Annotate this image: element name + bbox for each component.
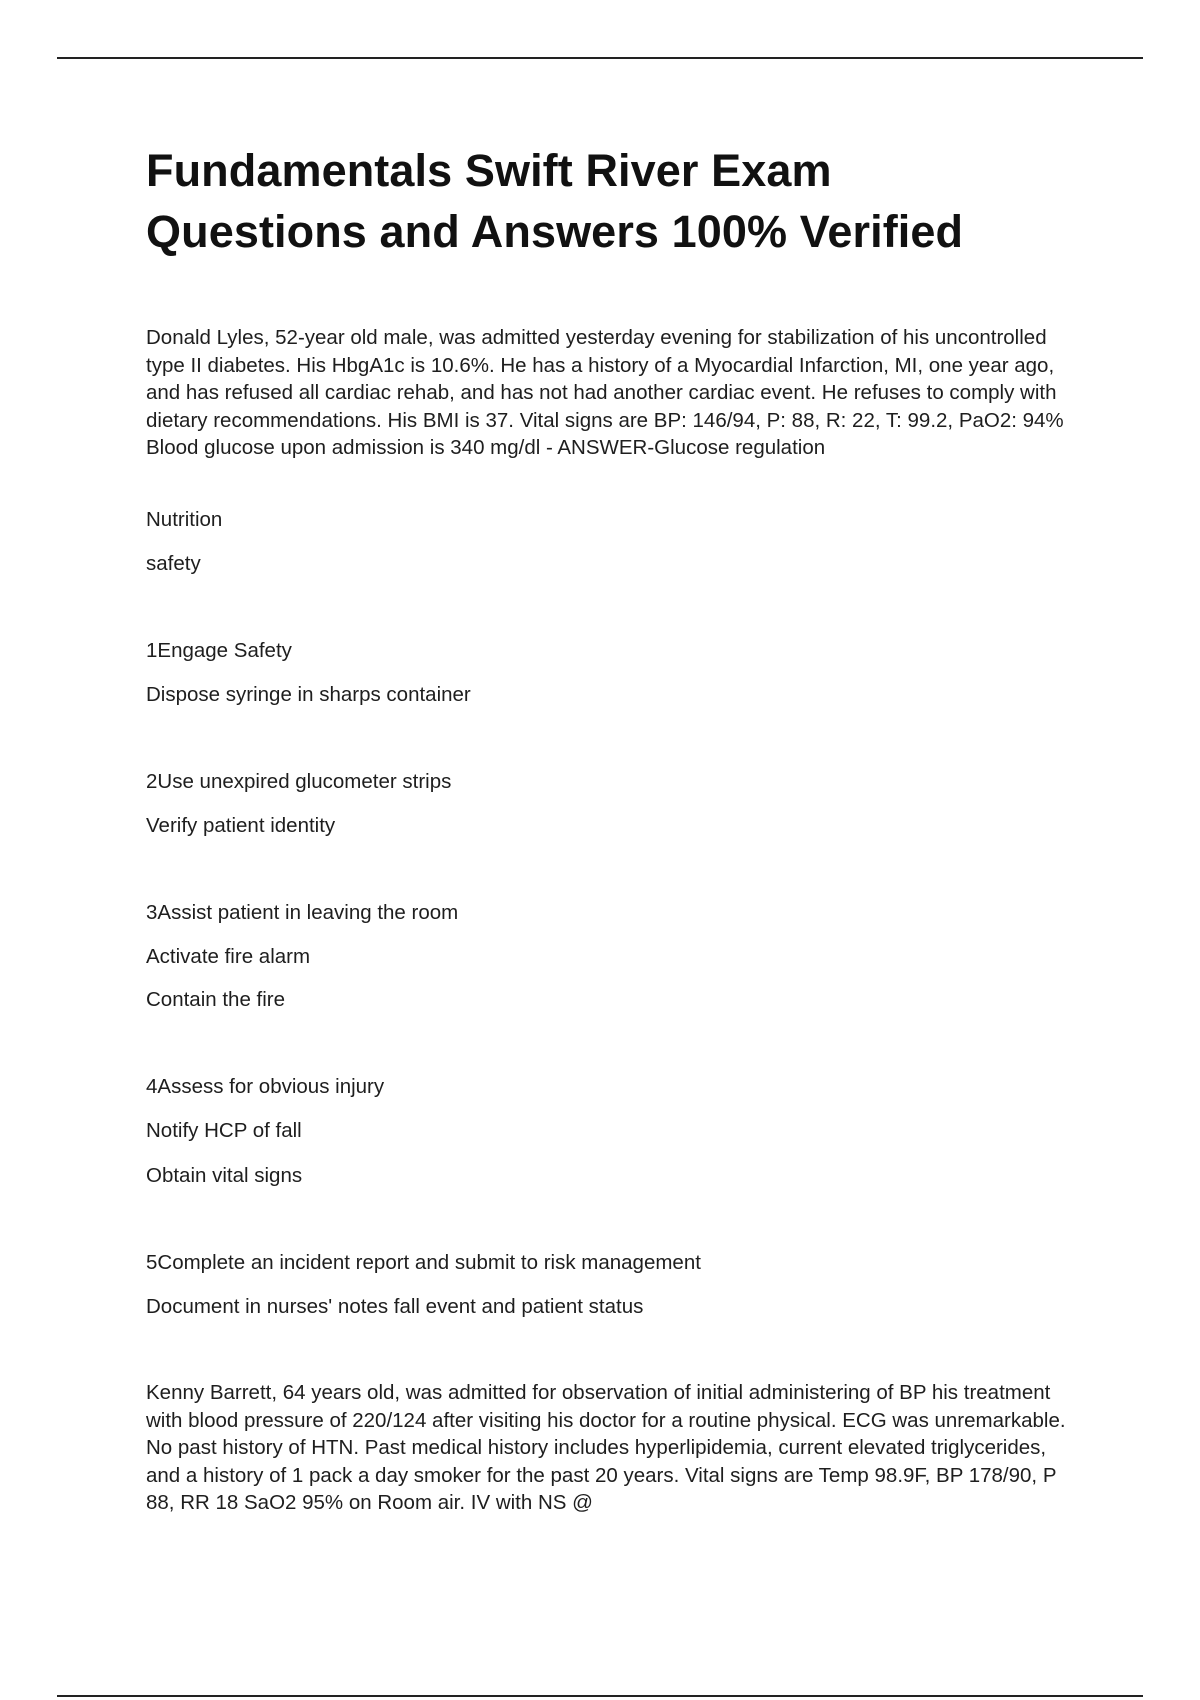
step-4-item-1: 4Assess for obvious injury — [146, 1075, 385, 1098]
step-3-item-3: Contain the fire — [146, 988, 286, 1011]
step-5-item-1: 5Complete an incident report and submit to risk management — [146, 1251, 701, 1274]
bottom-divider — [57, 1695, 1143, 1697]
case-2-paragraph: Kenny Barrett, 64 years old, was admitted for observation of initial administering of BP his treatment with blood pressure of 220/124 after visiting his doctor for a routine physical. ECG was unremarkable. No past history of HTN. Past medical history includes hyperlipidemia, current elevated triglycerides, and a history of 1 pack a day smoker for the past 20 years. Vital signs are Temp 98.9F, BP 178/90, P 88, RR 18 SaO2 95% on Room air. IV with NS @ — [146, 1381, 1066, 1514]
case-1-answer-nutrition: Nutrition — [146, 508, 223, 531]
step-4-item-2: Notify HCP of fall — [146, 1119, 302, 1142]
document-title — [146, 140, 1066, 262]
step-4-item-3: Obtain vital signs — [146, 1164, 303, 1187]
top-divider — [57, 57, 1143, 59]
title-line-2: Questions and Answers 100% Verified — [146, 206, 964, 257]
case-1-paragraph: Donald Lyles, 52-year old male, was admitted yesterday evening for stabilization of his uncontrolled type II diabetes. His HbgA1c is 10.6%. He has a history of a Myocardial Infarction, MI, one year ago, and has refused all cardiac rehab, and has not had another cardiac event. He refuses to comply with dietary recommendations. His BMI is 37. Vital signs are BP: 146/94, P: 88, R: 22, T: 99.2, PaO2: 94% Blood glucose upon admission is 340 mg/dl - ANSWER-Glucose regulation — [146, 326, 1064, 459]
document-header — [146, 140, 1066, 262]
step-5-item-2: Document in nurses' notes fall event and patient status — [146, 1295, 644, 1318]
step-1-item-2: Dispose syringe in sharps container — [146, 683, 471, 706]
step-3-item-1: 3Assist patient in leaving the room — [146, 901, 459, 924]
title-line-1: Fundamentals Swift River Exam — [146, 145, 832, 196]
step-3-item-2: Activate fire alarm — [146, 945, 311, 968]
step-1-item-1: 1Engage Safety — [146, 639, 292, 662]
step-2-item-2: Verify patient identity — [146, 814, 336, 837]
case-1-answer-safety: safety — [146, 552, 201, 575]
step-2-item-1: 2Use unexpired glucometer strips — [146, 770, 452, 793]
